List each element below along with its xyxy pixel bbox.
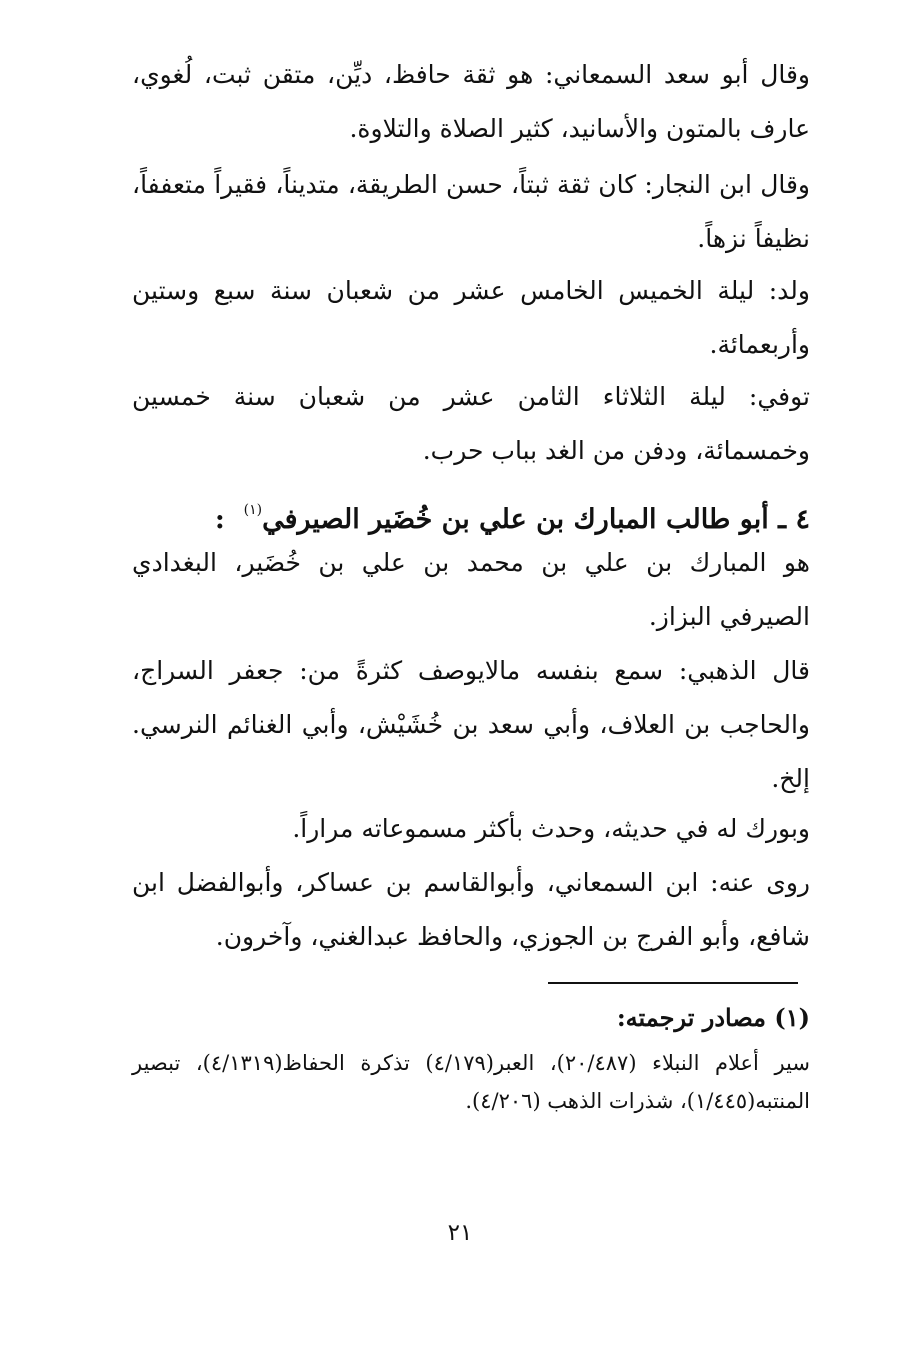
paragraph-lineage: هو المبارك بن علي بن محمد بن علي بن خُضَير، البغدادي الصيرفي البزاز. [132, 548, 810, 631]
footnote-sources: سير أعلام النبلاء (٢٠/٤٨٧)، العبر(٤/١٧٩) تذكرة الحفاظ(٤/١٣١٩)، تبصير المنتبه(١/٤٤٥)، شذرات الذهب (٤/٢٠٦). [132, 1051, 810, 1113]
paragraph-dhahabi-quote: قال الذهبي: سمع بنفسه مالايوصف كثرةً من: جعفر السراج، والحاجب بن العلاف، وأبي سعد بن خُشَيْش، وأبي الغنائم النرسي. إلخ. [132, 656, 810, 793]
paragraph-narrators: روى عنه: ابن السمعاني، وأبوالقاسم بن عساكر، وأبوالفضل ابن شافع، وأبو الفرج بن الجوزي، والحافظ عبدالغني، وآخرون. [132, 868, 810, 951]
paragraph-birth-date: ولد: ليلة الخميس الخامس عشر من شعبان سنة سبع وستين وأربعمائة. [132, 276, 810, 359]
heading-title: ٤ ـ أبو طالب المبارك بن علي بن خُضَير الصيرفي [262, 504, 810, 535]
paragraph-death-date: توفي: ليلة الثلاثاء الثامن عشر من شعبان سنة خمسين وخمسمائة، ودفن من الغد بباب حرب. [132, 382, 810, 465]
paragraph-hadith-note: وبورك له في حديثه، وحدث بأكثر مسموعاته مراراً. [292, 814, 810, 843]
paragraph-samani-quote: وقال أبو سعد السمعاني: هو ثقة حافظ، ديِّن، متقن ثبت، لُغوي، عارف بالمتون والأسانيد، كثير الصلاة والتلاوة. [132, 60, 810, 143]
heading-colon: : [214, 504, 225, 535]
page-number: ٢١ [447, 1220, 473, 1246]
biography-heading [132, 488, 810, 542]
paragraph-ibn-najjar-quote: وقال ابن النجار: كان ثقة ثبتاً، حسن الطريقة، متديناً، فقيراً متعففاً، نظيفاً نزهاً. [132, 170, 810, 253]
footnote-marker[interactable]: (١) [243, 502, 263, 518]
footnote-divider [548, 982, 798, 984]
footnote-title: (١) مصادر ترجمته: [616, 1003, 810, 1032]
